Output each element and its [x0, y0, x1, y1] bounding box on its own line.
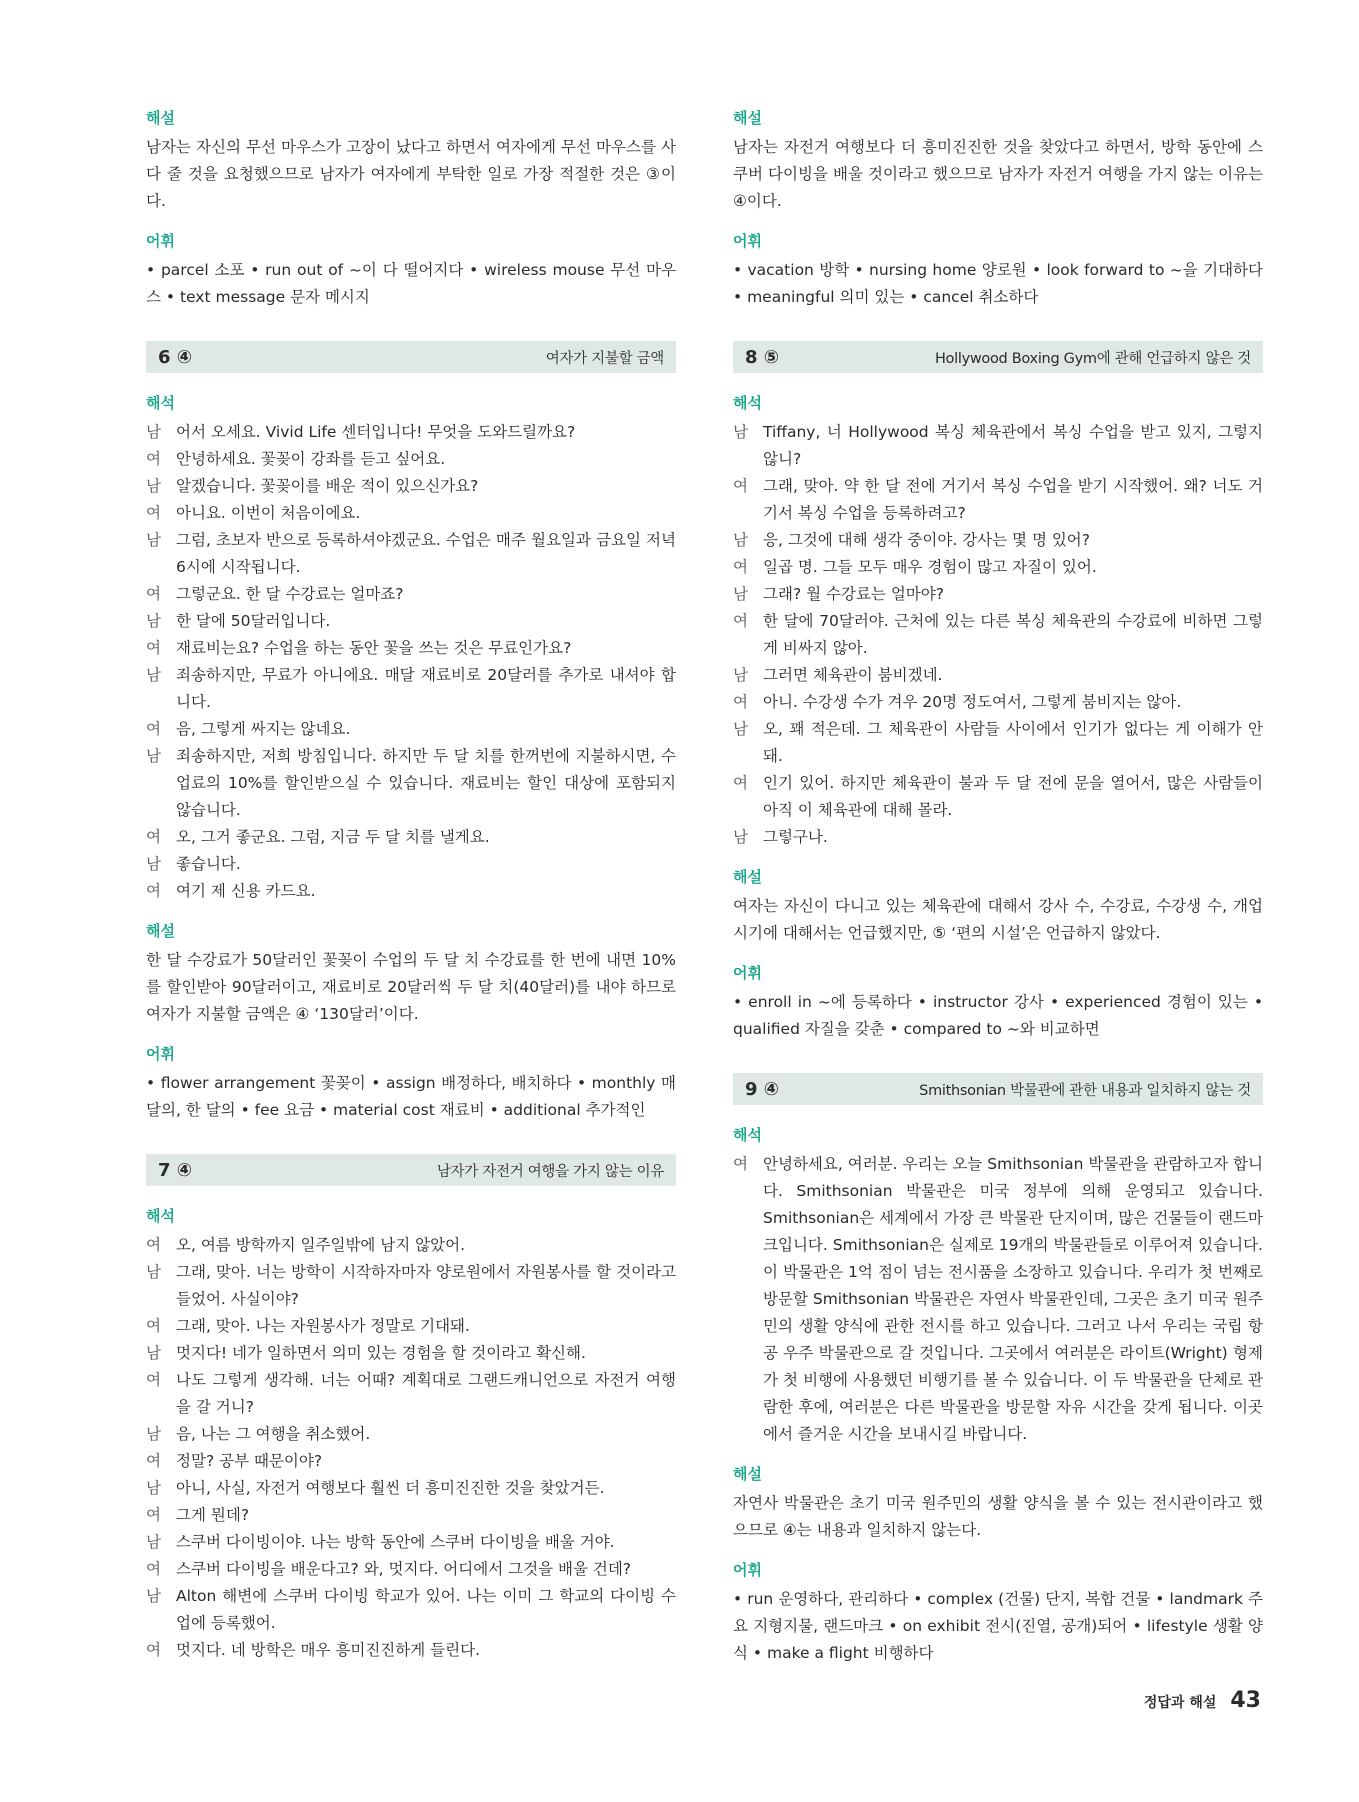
dialog-line [146, 635, 676, 662]
question-number: 9 ④ [745, 1078, 780, 1100]
dialog [146, 1232, 676, 1664]
section-label: 해설 [733, 1465, 762, 1483]
speaker-label: 여 [146, 1641, 161, 1659]
dialog-text: 그래, 맞아. 약 한 달 전에 거기서 복싱 수업을 받기 시작했어. 왜? 너도 거기서 복싱 수업을 등록하려고? [763, 477, 1263, 522]
dialog-text: 정말? 공부 때문이야? [176, 1452, 323, 1470]
dialog-text: 오, 그거 좋군요. 그럼, 지금 두 달 치를 낼게요. [176, 828, 490, 846]
explanation-text: 남자는 자전거 여행보다 더 흥미진진한 것을 찾았다고 하면서, 방학 동안에 스쿠버 다이빙을 배울 것이라고 했으므로 남자가 자전거 여행을 가지 않는 이유는 ④이다. [733, 138, 1263, 210]
explanation-text: 여자는 자신이 다니고 있는 체육관에 대해서 강사 수, 수강료, 수강생 수, 개업 시기에 대해서는 언급했지만, ⑤ ‘편의 시설’은 언급하지 않았다. [733, 897, 1263, 942]
section-label: 어휘 [733, 232, 762, 250]
dialog-line [146, 662, 676, 716]
speaker-label: 여 [146, 1560, 161, 1578]
dialog-text: 스쿠버 다이빙이야. 나는 방학 동안에 스쿠버 다이빙을 배울 거야. [176, 1533, 615, 1551]
speaker-label: 남 [146, 477, 161, 495]
page-footer [1144, 1688, 1261, 1713]
q7-vocab [733, 231, 1263, 311]
dialog-text: 알겠습니다. 꽃꽂이를 배운 적이 있으신가요? [176, 477, 479, 495]
question-header-9 [733, 1073, 1263, 1105]
dialog-line [733, 581, 1263, 608]
section-label: 어휘 [146, 232, 175, 250]
speaker-label: 여 [733, 774, 748, 792]
dialog-text: 일곱 명. 그들 모두 매우 경험이 많고 자질이 있어. [763, 558, 1097, 576]
footer-label: 정답과 해설 [1143, 1695, 1217, 1711]
dialog-text: 아니. 수강생 수가 겨우 20명 정도여서, 그렇게 붐비지는 않아. [763, 693, 1182, 711]
dialog-text: Alton 해변에 스쿠버 다이빙 학교가 있어. 나는 이미 그 학교의 다이빙 수업에 등록했어. [176, 1587, 676, 1632]
question-header-8 [733, 341, 1263, 373]
dialog-text: 멋지다! 네가 일하면서 의미 있는 경험을 할 것이라고 확신해. [176, 1344, 586, 1362]
dialog-line [146, 1529, 676, 1556]
dialog-text: 나도 그렇게 생각해. 너는 어때? 계획대로 그랜드캐니언으로 자전거 여행을 갈 거니? [176, 1371, 676, 1416]
dialog-line [146, 1421, 676, 1448]
dialog-line [733, 527, 1263, 554]
question-title: 남자가 자전거 여행을 가지 않는 이유 [436, 1163, 664, 1180]
section-label: 해석 [733, 1126, 762, 1144]
dialog-line [146, 1583, 676, 1637]
dialog-line [733, 689, 1263, 716]
section-label: 해석 [146, 1207, 175, 1225]
dialog-line [146, 1367, 676, 1421]
dialog-line [146, 743, 676, 824]
dialog-text: 그래, 맞아. 나는 자원봉사가 정말로 기대돼. [176, 1317, 470, 1335]
dialog-text: 어서 오세요. Vivid Life 센터입니다! 무엇을 도와드릴까요? [176, 423, 576, 441]
dialog-line [146, 1502, 676, 1529]
dialog-text: 그래, 맞아. 너는 방학이 시작하자마자 양로원에서 자원봉사를 할 것이라고 들었어. 사실이야? [176, 1263, 676, 1308]
dialog-line [146, 716, 676, 743]
speaker-label: 남 [733, 666, 748, 684]
section-label: 해설 [146, 109, 175, 127]
dialog-line [146, 1475, 676, 1502]
dialog-line [146, 851, 676, 878]
speaker-label: 남 [733, 720, 748, 738]
dialog-text: 멋지다. 네 방학은 매우 흥미진진하게 들린다. [176, 1641, 481, 1659]
dialog-text: 인기 있어. 하지만 체육관이 불과 두 달 전에 문을 열어서, 많은 사람들이 아직 이 체육관에 대해 몰라. [763, 774, 1263, 819]
speaker-label: 남 [146, 1263, 161, 1281]
dialog-line [146, 824, 676, 851]
dialog-text: 그래? 월 수강료는 얼마야? [763, 585, 944, 603]
dialog-line [146, 500, 676, 527]
dialog-text: 음, 그렇게 싸지는 않네요. [176, 720, 351, 738]
q8-vocab [733, 963, 1263, 1043]
dialog-text: 죄송하지만, 저희 방침입니다. 하지만 두 달 치를 한꺼번에 지불하시면, 수업료의 10%를 할인받으실 수 있습니다. 재료비는 할인 대상에 포함되지 않습니다. [176, 747, 676, 819]
speaker-label: 여 [146, 828, 161, 846]
dialog-line [733, 716, 1263, 770]
question-title: 여자가 지불할 금액 [545, 350, 664, 367]
dialog-text: 스쿠버 다이빙을 배운다고? 와, 멋지다. 어디에서 그것을 배울 건데? [176, 1560, 632, 1578]
question-title: Hollywood Boxing Gym에 관해 언급하지 않은 것 [934, 350, 1251, 367]
dialog-text: 좋습니다. [176, 855, 241, 873]
speaker-label: 여 [146, 1317, 161, 1335]
dialog-text: 한 달에 50달러입니다. [176, 612, 331, 630]
speaker-label: 남 [146, 531, 161, 549]
q6-vocab [146, 1044, 676, 1124]
speaker-label: 여 [733, 1155, 748, 1173]
dialog-line [146, 473, 676, 500]
question-number: 6 ④ [158, 346, 193, 368]
speaker-label: 남 [733, 423, 748, 441]
dialog-line [146, 446, 676, 473]
speaker-label: 남 [146, 1533, 161, 1551]
dialog-line [146, 1259, 676, 1313]
dialog-text: 그러면 체육관이 붐비겠네. [763, 666, 943, 684]
dialog-text: 재료비는요? 수업을 하는 동안 꽃을 쓰는 것은 무료인가요? [176, 639, 572, 657]
speaker-label: 남 [146, 747, 161, 765]
dialog-line [733, 824, 1263, 851]
speaker-label: 남 [146, 1344, 161, 1362]
dialog-text: 죄송하지만, 무료가 아니에요. 매달 재료비로 20달러를 추가로 내셔야 합니다. [176, 666, 676, 711]
dialog-line [733, 554, 1263, 581]
q9-vocab [733, 1560, 1263, 1667]
vocab-text: • vacation 방학 • nursing home 양로원 • look forward to ~을 기대하다 • meaningful 의미 있는 • cancel 취소하다 [733, 261, 1263, 306]
dialog-line [733, 770, 1263, 824]
dialog-line [146, 1232, 676, 1259]
speaker-label: 남 [146, 666, 161, 684]
dialog-line [733, 419, 1263, 473]
speaker-label: 남 [733, 531, 748, 549]
speaker-label: 여 [146, 882, 161, 900]
dialog-text: 한 달에 70달러야. 근처에 있는 다른 복싱 체육관의 수강료에 비하면 그렇게 비싸지 않아. [763, 612, 1263, 657]
dialog-line [146, 1340, 676, 1367]
left-column [146, 108, 676, 1680]
q6-script [146, 393, 676, 905]
speaker-label: 여 [146, 1236, 161, 1254]
dialog-text: Tiffany, 너 Hollywood 복싱 체육관에서 복싱 수업을 받고 있지, 그렇지 않니? [763, 423, 1263, 468]
speaker-label: 여 [146, 1506, 161, 1524]
dialog-line [146, 1637, 676, 1664]
section-label: 어휘 [733, 964, 762, 982]
dialog-line [146, 608, 676, 635]
vocab-text: • run 운영하다, 관리하다 • complex (건물) 단지, 복합 건물 • landmark 주요 지형지물, 랜드마크 • on exhibit 전시(진열, 공개)되어 • lifestyle 생활 양식 • make a flight 비행하다 [733, 1590, 1263, 1662]
dialog-text: 음, 나는 그 여행을 취소했어. [176, 1425, 371, 1443]
question-title: Smithsonian 박물관에 관한 내용과 일치하지 않는 것 [919, 1082, 1251, 1099]
q7-script [146, 1206, 676, 1664]
dialog-line [146, 1313, 676, 1340]
speaker-label: 여 [146, 504, 161, 522]
q9-script [733, 1125, 1263, 1448]
speaker-label: 남 [146, 1479, 161, 1497]
vocab-text: • parcel 소포 • run out of ~이 다 떨어지다 • wireless mouse 무선 마우스 • text message 문자 메시지 [146, 261, 676, 306]
speaker-label: 여 [146, 639, 161, 657]
dialog-line [146, 1448, 676, 1475]
dialog-line [146, 581, 676, 608]
explanation-text: 자연사 박물관은 초기 미국 원주민의 생활 양식을 볼 수 있는 전시관이라고 했으므로 ④는 내용과 일치하지 않는다. [733, 1494, 1263, 1539]
dialog-text: 여기 제 신용 카드요. [176, 882, 316, 900]
dialog-text: 아니요. 이번이 처음이에요. [176, 504, 361, 522]
q7-explanation [733, 108, 1263, 215]
dialog [733, 1151, 1263, 1448]
dialog-text: 그럼, 초보자 반으로 등록하셔야겠군요. 수업은 매주 월요일과 금요일 저녁 6시에 시작됩니다. [176, 531, 676, 576]
speaker-label: 여 [733, 558, 748, 576]
dialog-text: 오, 여름 방학까지 일주일밖에 남지 않았어. [176, 1236, 466, 1254]
question-number: 7 ④ [158, 1159, 193, 1181]
explanation-text: 남자는 자신의 무선 마우스가 고장이 났다고 하면서 여자에게 무선 마우스를 사다 줄 것을 요청했으므로 남자가 여자에게 부탁한 일로 가장 적절한 것은 ③이다. [146, 138, 676, 210]
intro-vocab [146, 231, 676, 311]
speaker-label: 남 [146, 855, 161, 873]
speaker-label: 남 [146, 612, 161, 630]
dialog-text: 아니, 사실, 자전거 여행보다 훨씬 더 흥미진진한 것을 찾았거든. [176, 1479, 605, 1497]
dialog-text: 안녕하세요, 여러분. 우리는 오늘 Smithsonian 박물관을 관람하고자 합니다. Smithsonian 박물관은 미국 정부에 의해 운영되고 있습니다. Smithsonian은 세계에서 가장 큰 박물관 단지이며, 많은 건물들이 랜드마크입니다. Smithsonian은 실제로 19개의 박물관들로 이루어져 있습니다. 이 박물관은 1억 점이 넘는 전시품을 소장하고 있습니다. 우리가 첫 번째로 방문할 Smithsonian 박물관은 자연사 박물관인데, 그곳은 초기 미국 원주민의 생활 양식에 관한 전시를 하고 있습니다. 그러고 나서 우리는 국립 항공 우주 박물관으로 갈 것입니다. 그곳에서 여러분은 라이트(Wright) 형제가 첫 비행에 사용했던 비행기를 볼 수 있습니다. 이 두 박물관을 단체로 관람한 후에, 여러분은 다른 박물관을 방문할 자유 시간을 갖게 됩니다. 이곳에서 즐거운 시간을 보내시길 바랍니다. [763, 1155, 1263, 1443]
dialog-line [733, 662, 1263, 689]
dialog-line [733, 1151, 1263, 1448]
dialog-text: 안녕하세요. 꽃꽂이 강좌를 듣고 싶어요. [176, 450, 446, 468]
section-label: 해설 [733, 109, 762, 127]
page-number: 43 [1230, 1688, 1261, 1713]
speaker-label: 여 [146, 585, 161, 603]
dialog-line [146, 1556, 676, 1583]
q6-explanation [146, 921, 676, 1028]
dialog-text: 오, 꽤 적은데. 그 체육관이 사람들 사이에서 인기가 없다는 게 이해가 안 돼. [763, 720, 1263, 765]
intro-explanation [146, 108, 676, 215]
dialog-line [733, 473, 1263, 527]
section-label: 해석 [146, 394, 175, 412]
dialog-text: 응, 그것에 대해 생각 중이야. 강사는 몇 명 있어? [763, 531, 1091, 549]
speaker-label: 여 [733, 693, 748, 711]
speaker-label: 여 [146, 720, 161, 738]
question-number: 8 ⑤ [745, 346, 780, 368]
q8-script [733, 393, 1263, 851]
question-header-6 [146, 341, 676, 373]
dialog-text: 그게 뭔데? [176, 1506, 250, 1524]
dialog-text: 그렇군요. 한 달 수강료는 얼마죠? [176, 585, 404, 603]
speaker-label: 여 [146, 1371, 161, 1389]
dialog-line [146, 527, 676, 581]
dialog-line [146, 878, 676, 905]
dialog [733, 419, 1263, 851]
explanation-text: 한 달 수강료가 50달러인 꽃꽂이 수업의 두 달 치 수강료를 한 번에 내면 10%를 할인받아 90달러이고, 재료비로 20달러씩 두 달 치(40달러)를 내야 하므로 여자가 지불할 금액은 ④ ‘130달러’이다. [146, 951, 676, 1023]
speaker-label: 남 [146, 1425, 161, 1443]
question-header-7 [146, 1154, 676, 1186]
vocab-text: • flower arrangement 꽃꽂이 • assign 배정하다, 배치하다 • monthly 매달의, 한 달의 • fee 요금 • material cost 재료비 • additional 추가적인 [146, 1074, 676, 1119]
section-label: 해설 [733, 868, 762, 886]
section-label: 해설 [146, 922, 175, 940]
speaker-label: 남 [146, 423, 161, 441]
dialog-line [146, 419, 676, 446]
q9-explanation [733, 1464, 1263, 1544]
vocab-text: • enroll in ~에 등록하다 • instructor 강사 • experienced 경험이 있는 • qualified 자질을 갖춘 • compared to ~와 비교하면 [733, 993, 1263, 1038]
speaker-label: 여 [146, 1452, 161, 1470]
speaker-label: 여 [733, 477, 748, 495]
speaker-label: 여 [733, 612, 748, 630]
q8-explanation [733, 867, 1263, 947]
right-column [733, 108, 1263, 1683]
section-label: 어휘 [146, 1045, 175, 1063]
speaker-label: 여 [146, 450, 161, 468]
dialog-line [733, 608, 1263, 662]
dialog-text: 그렇구나. [763, 828, 828, 846]
section-label: 어휘 [733, 1561, 762, 1579]
speaker-label: 남 [733, 585, 748, 603]
speaker-label: 남 [146, 1587, 161, 1605]
speaker-label: 남 [733, 828, 748, 846]
section-label: 해석 [733, 394, 762, 412]
dialog [146, 419, 676, 905]
